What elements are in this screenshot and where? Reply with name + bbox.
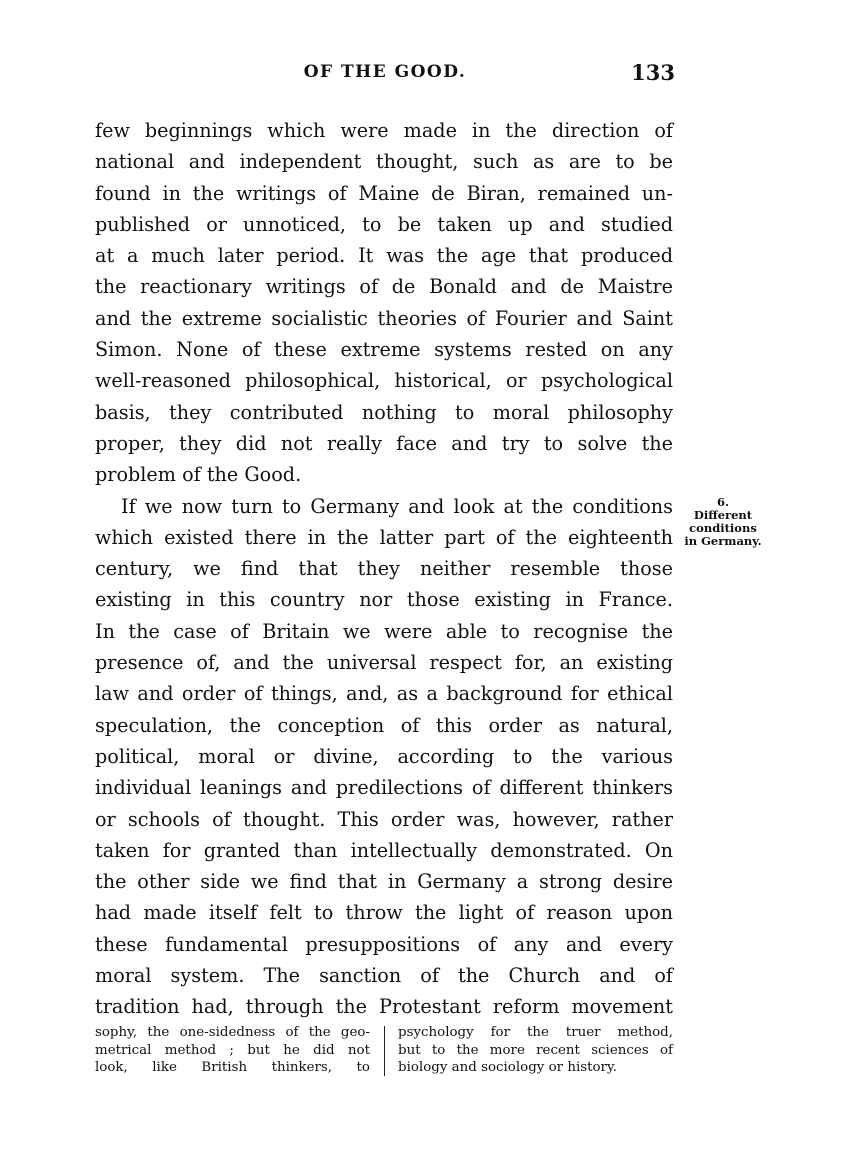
margin-note-number: 6. <box>716 495 729 509</box>
page-header <box>95 62 675 94</box>
body-line: and the extreme socialistic theories of Fourier and Saint <box>95 306 673 330</box>
body-line: Simon. None of these extreme systems rested on any <box>95 338 673 362</box>
body-line: these fundamental presuppositions of any and every <box>95 932 673 956</box>
body-line: the other side we find that in Germany a strong desire <box>95 870 673 894</box>
body-line: existing in this country nor those existing in France. <box>95 588 673 612</box>
body-line: proper, they did not really face and try to solve the <box>95 431 673 455</box>
footnote-line: look, like British thinkers, to <box>95 1060 370 1075</box>
margin-note-line: in Germany. <box>684 534 762 548</box>
body-line: If we now turn to Germany and look at the conditions <box>121 494 673 518</box>
body-line: moral system. The sanction of the Church and of <box>95 964 673 988</box>
body-line: the reactionary writings of de Bonald and de Maistre <box>95 275 673 299</box>
footnote-line: but to the more recent sciences of <box>398 1042 673 1058</box>
body-line: century, we find that they neither resemble those <box>95 557 673 581</box>
body-line: speculation, the conception of this order as natural, <box>95 713 673 737</box>
footnote-line: biology and sociology or history. <box>398 1060 617 1075</box>
footnote-divider <box>384 1026 385 1076</box>
margin-note-line: conditions <box>689 521 757 535</box>
running-head: OF THE GOOD. <box>303 62 467 82</box>
footnote-line: psychology for the truer method, <box>398 1025 673 1040</box>
body-line: had made itself felt to throw the light of reason upon <box>95 901 673 925</box>
footnote-column-left <box>95 1024 370 1077</box>
body-line: political, moral or divine, according to the various <box>95 744 673 768</box>
body-line: published or unnoticed, to be taken up and studied <box>95 212 673 236</box>
body-line: In the case of Britain we were able to recognise the <box>95 619 673 643</box>
body-text <box>95 115 673 1023</box>
body-line: problem of the Good. <box>95 463 302 487</box>
body-line: or schools of thought. This order was, however, rather <box>95 807 673 831</box>
margin-note <box>678 496 768 548</box>
footnotes <box>95 1024 673 1080</box>
body-line: basis, they contributed nothing to moral philosophy <box>95 400 673 424</box>
body-line: well-reasoned philosophical, historical, or psychological <box>95 369 673 393</box>
footnote-line: sophy, the one-sidedness of the geo- <box>95 1025 370 1040</box>
body-line: few beginnings which were made in the direction of <box>95 119 673 142</box>
footnote-column-right <box>398 1024 673 1077</box>
body-line: taken for granted than intellectually demonstrated. On <box>95 838 673 862</box>
body-line: presence of, and the universal respect for, an existing <box>95 651 673 675</box>
footnote-line: metrical method ; but he did not <box>95 1042 370 1058</box>
margin-note-line: Different <box>693 508 753 522</box>
body-line: at a much later period. It was the age that produced <box>95 244 673 268</box>
body-line: individual leanings and predilections of different thinkers <box>95 776 673 800</box>
body-line: found in the writings of Maine de Biran, remained un- <box>95 181 673 205</box>
page-number: 133 <box>631 60 675 85</box>
body-line: national and independent thought, such as are to be <box>95 150 673 174</box>
body-line: law and order of things, and, as a background for ethical <box>95 682 673 706</box>
body-line: which existed there in the latter part of the eighteenth <box>95 525 673 549</box>
body-line: tradition had, through the Protestant reform movement <box>95 995 673 1019</box>
